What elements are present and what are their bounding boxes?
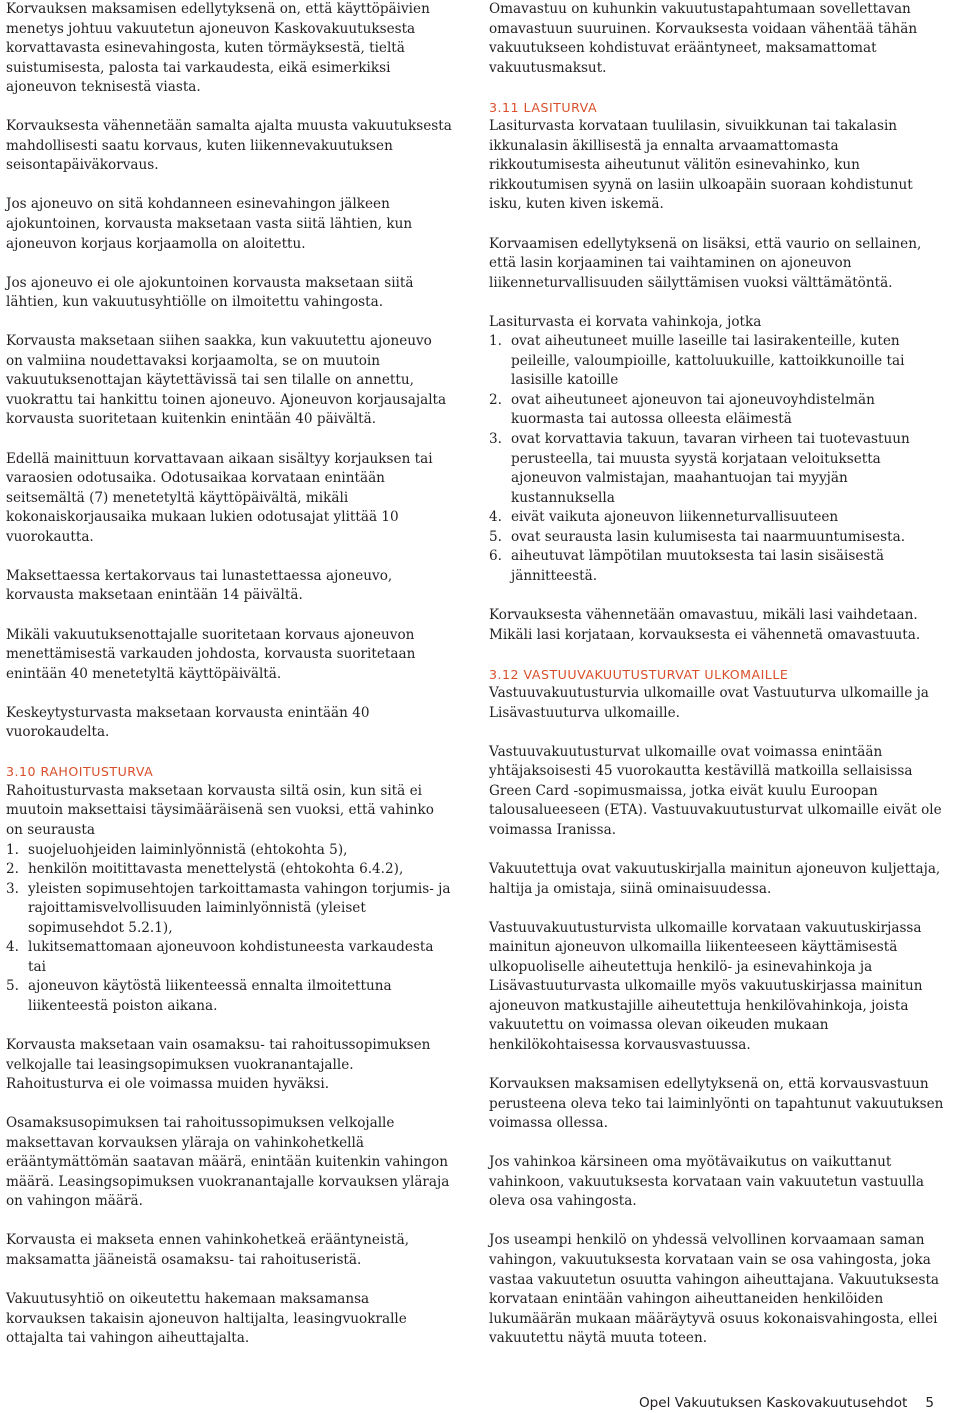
- list-number: 5.: [489, 528, 502, 545]
- list-item: [489, 547, 945, 586]
- list-number: 2.: [6, 861, 19, 878]
- list-text: lukitsemattomaan ajoneuvoon kohdistuneesta varkaudesta tai: [28, 939, 434, 975]
- paragraph: Jos useampi henkilö on yhdessä velvollinen korvaamaan saman vahingon, vakuutuksesta korvataan vain se osa vahingosta, joka vastaa vakuutetun osuutta vahingon aiheuttajana. Vakuutuksesta korvataan enintään vahingon aiheuttaneiden henkilöiden lukumäärän mukaan määräytyvä osuus kokonaisvahingosta, ellei vakuutettu näytä muuta toteen.: [489, 1232, 940, 1347]
- list-number: 6.: [489, 548, 502, 565]
- list-text: henkilön moitittavasta menettelystä (ehtokohta 6.4.2),: [28, 861, 404, 878]
- footer-title: Opel Vakuutuksen Kaskovakuutusehdot: [638, 1395, 908, 1411]
- list-text: suojeluohjeiden laiminlyönnistä (ehtokohta 5),: [28, 841, 348, 858]
- list-item: [489, 430, 945, 508]
- paragraph: Vastuuvakuutusturvia ulkomaille ovat Vastuuturva ulkomaille ja Lisävastuuturva ulkomaille.: [489, 685, 929, 721]
- section-heading-3-10: 3.10 RAHOITUSTURVA: [6, 764, 154, 780]
- list-text: aiheutuvat lämpötilan muutoksesta tai lasin sisäisestä jännitteestä.: [511, 548, 884, 584]
- paragraph: Rahoitusturvasta maksetaan korvausta siltä osin, kun sitä ei muutoin maksettaisi täysimääräisenä sen vuoksi, että vahinko on seurausta: [6, 782, 434, 838]
- list-number: 2.: [489, 391, 502, 408]
- section-heading-3-12: 3.12 VASTUUVAKUUTUSTURVAT ULKOMAILLE: [489, 666, 789, 682]
- paragraph: Edellä mainittuun korvattavaan aikaan sisältyy korjauksen tai varaosien odotusaika. Odotusaikaa korvataan enintään seitsemältä (7) menetetyltä käyttöpäivältä, mikäli kokonaiskorjausaika mukaan lukien odotusajat ylittää 10 vuorokautta.: [6, 450, 433, 545]
- list-item: [6, 841, 452, 861]
- paragraph: Jos vahinkoa kärsineen oma myötävaikutus on vaikuttanut vahinkoon, vakuutuksesta korvataan vain vakuutetun vastuulla oleva osa vahingosta.: [489, 1154, 925, 1210]
- list-text: eivät vaikuta ajoneuvon liikenneturvallisuuteen: [511, 509, 839, 526]
- left-column: [6, 0, 452, 1368]
- paragraph: Korvausta maksetaan vain osamaksu- tai rahoitussopimuksen velkojalle tai leasingsopimuksen vuokranantajalle. Rahoitusturva ei ole voimassa muiden hyväksi.: [6, 1036, 431, 1093]
- list-text: ajoneuvon käytöstä liikenteessä ennalta ilmoitettuna liikenteestä poiston aikana.: [28, 978, 392, 1014]
- list-item: [6, 880, 452, 939]
- paragraph: Korvaamisen edellytyksenä on lisäksi, että vaurio on sellainen, että lasin korjaaminen tai vaihtaminen on ajoneuvon liikenneturvallisuuden säilyttämisen vuoksi välttämätöntä.: [489, 235, 922, 291]
- paragraph: Korvauksesta vähennetään omavastuu, mikäli lasi vaihdetaan. Mikäli lasi korjataan, korvauksesta ei vähennetä omavastuuta.: [489, 606, 921, 643]
- paragraph: Vakuutettuja ovat vakuutuskirjalla mainitun ajoneuvon kuljettaja, haltija ja omistaja, siinä ominaisuudessa.: [489, 861, 941, 897]
- list-text: yleisten sopimusehtojen tarkoittamasta vahingon torjumis- ja rajoittamisvelvollisuuden laiminlyönnistä (yleiset sopimusehdot 5.2.1),: [28, 880, 451, 936]
- paragraph: Omavastuu on kuhunkin vakuutustapahtumaan sovellettavan omavastuun suuruinen. Korvauksesta voidaan vähentää tähän vakuutukseen kohdistuvat erääntyneet, maksamattomat vakuutusmaksut.: [489, 1, 918, 76]
- list-text: ovat aiheutuneet muille laseille tai lasirakenteille, kuten peileille, valoumpioille, kattoluukuille, kattoikkunoille tai lasisille katoille: [511, 333, 905, 389]
- page-number: 5: [925, 1395, 934, 1411]
- paragraph: Korvauksen maksamisen edellytyksenä on, että korvausvastuun perusteena oleva teko tai laiminlyönti on tapahtunut vakuutuksen voimassa ollessa.: [489, 1076, 944, 1132]
- list-item: [489, 332, 945, 391]
- list-text: ovat korvattavia takuun, tavaran virheen tai tuotevastuun perusteella, tai muusta syystä korjataan veloituksetta ajoneuvon valmistajan, maahantuojan tai myyjän kustannuksella: [511, 431, 910, 506]
- list-number: 3.: [6, 880, 19, 897]
- list-number: 4.: [489, 509, 502, 526]
- paragraph: Jos ajoneuvo ei ole ajokuntoinen korvausta maksetaan siitä lähtien, kun vakuutusyhtiölle on ilmoitettu vahingosta.: [6, 274, 414, 311]
- paragraph: Korvauksen maksamisen edellytyksenä on, että käyttöpäivien menetys johtuu vakuutetun ajoneuvon Kaskovakuutuksesta korvattavasta esinevahingosta, kuten törmäyksestä, tieltä suistumisesta, palosta tai varkaudesta, eikä esimerkiksi ajoneuvon teknisestä viasta.: [6, 1, 430, 96]
- list-item: [489, 391, 945, 430]
- paragraph: Vastuuvakuutusturvista ulkomaille korvataan vakuutuskirjassa mainitun ajoneuvon ulkomailla liikenteeseen käyttämisestä ulkopuoliselle aiheutettuja henkilö- ja esinevahinkoja ja Lisävastuuturvasta ulkomaille myös vakuutuskirjassa mainitun ajoneuvon matkustajille aiheutettuja henkilövahinkoja, joista vakuutettu on voimassa olevan oikeuden mukaan henkilökohtaisessa korvausvastuussa.: [489, 919, 923, 1053]
- list-item: [6, 977, 452, 1016]
- paragraph: Keskeytysturvasta maksetaan korvausta enintään 40 vuorokaudelta.: [6, 704, 370, 741]
- list-item: [489, 528, 945, 548]
- list-text: ovat aiheutuneet ajoneuvon tai ajoneuvoyhdistelmän kuormasta tai autossa olleesta eläimestä: [511, 391, 875, 428]
- list-number: 5.: [6, 978, 19, 995]
- list-number: 1.: [489, 333, 502, 350]
- paragraph: Vakuutusyhtiö on oikeutettu hakemaan maksamansa korvauksen takaisin ajoneuvon haltijalta, leasingvuokralle ottajalta tai vahingon aiheuttajalta.: [6, 1291, 407, 1347]
- paragraph: Korvausta maksetaan siihen saakka, kun vakuutettu ajoneuvo on valmiina noudettavaksi korjaamolta, se on muutoin vakuutuksenottajan käytettävissä tai sen tilalle on annettu, vuokrattu tai hankittu toinen ajoneuvo. Ajoneuvon korjausajalta korvausta suoritetaan kuitenkin enintään 40 päivältä.: [6, 333, 447, 428]
- paragraph: Mikäli vakuutuksenottajalle suoritetaan korvaus ajoneuvon menettämisestä varkauden johdosta, korvausta suoritetaan enintään 40 menetetyltä käyttöpäivältä.: [6, 626, 416, 682]
- paragraph: Osamaksusopimuksen tai rahoitussopimuksen velkojalle maksettavan korvauksen yläraja on vahinkohetkellä erääntymättömän saatavan määrä, enintään kuitenkin vahingon määrä. Leasingsopimuksen vuokranantajalle korvauksen yläraja on vahingon määrä.: [6, 1115, 450, 1210]
- right-column: [489, 0, 945, 1368]
- paragraph: Lasiturvasta korvataan tuulilasin, sivuikkunan tai takalasin ikkunalasin äkillisestä ja ennalta arvaamattomasta rikkoutumisesta aiheutunut välitön esinevahinko, kun rikkoutumisen syynä on lasiin ulkoapäin suoraan kohdistunut isku, kuten kiven iskemä.: [489, 118, 913, 213]
- list-text: ovat seurausta lasin kulumisesta tai naarmuuntumisesta.: [511, 528, 906, 545]
- paragraph: Vastuuvakuutusturvat ulkomaille ovat voimassa enintään yhtäjaksoisesti 45 vuorokautta kestävillä matkoilla sellaisissa Green Card -sopimusmaissa, jotka eivät kuulu Euroopan talousalueeseen (ETA). Vastuuvakuutusturvat ulkomaille eivät ole voimassa Iranissa.: [489, 743, 942, 838]
- list-number: 1.: [6, 841, 19, 858]
- numbered-list: [489, 332, 945, 586]
- list-item: [6, 860, 452, 880]
- list-number: 3.: [489, 431, 502, 448]
- paragraph: Korvausta ei makseta ennen vahinkohetkeä erääntyneistä, maksamatta jääneistä osamaksu- tai rahoituseristä.: [6, 1232, 410, 1268]
- numbered-list: [6, 841, 452, 1017]
- list-item: [6, 938, 452, 977]
- paragraph: Korvauksesta vähennetään samalta ajalta muusta vakuutuksesta mahdollisesti saatu korvaus, kuten liikennevakuutuksen seisontapäiväkorvaus.: [6, 118, 452, 174]
- section-heading-3-11: 3.11 LASITURVA: [489, 99, 598, 115]
- list-number: 4.: [6, 939, 19, 956]
- page-footer: [639, 1394, 934, 1413]
- paragraph: Lasiturvasta ei korvata vahinkoja, jotka: [489, 313, 762, 330]
- paragraph: Jos ajoneuvo on sitä kohdanneen esinevahingon jälkeen ajokuntoinen, korvausta maksetaan vasta siitä lähtien, kun ajoneuvon korjaus korjaamolla on aloitettu.: [6, 196, 413, 252]
- list-item: [489, 508, 945, 528]
- paragraph: Maksettaessa kertakorvaus tai lunastettaessa ajoneuvo, korvausta maksetaan enintään 14 päivältä.: [6, 567, 393, 604]
